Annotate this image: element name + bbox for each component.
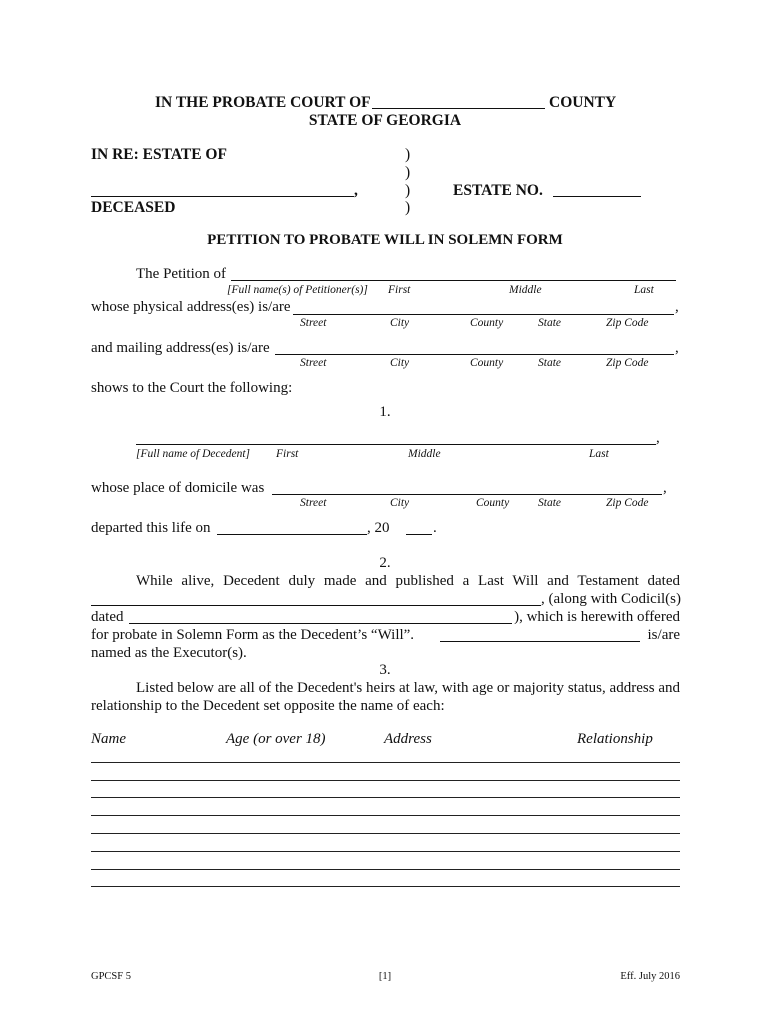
street-hint: Street: [300, 317, 327, 329]
street-hint: Street: [300, 357, 327, 369]
shows-text: shows to the Court the following:: [91, 380, 293, 396]
dated-label: dated: [91, 609, 124, 625]
caption-comma: ,: [354, 182, 358, 199]
caption-paren: ): [405, 146, 411, 163]
caption-paren: ): [405, 164, 411, 181]
heirs-text-2: relationship to the Decedent set opposite the name of each:: [91, 698, 445, 714]
domicile-blank[interactable]: [272, 494, 662, 495]
county-hint: County: [470, 357, 504, 369]
column-relationship: Relationship: [577, 731, 653, 747]
physical-address-blank[interactable]: [293, 314, 674, 315]
county-hint: County: [470, 317, 504, 329]
executor-name-blank[interactable]: [440, 641, 640, 642]
departed-label: departed this life on: [91, 520, 211, 536]
comma: ,: [656, 430, 660, 446]
petitioner-name-blank[interactable]: [231, 280, 676, 281]
heir-entry-line[interactable]: [91, 851, 680, 852]
death-year-blank[interactable]: [406, 534, 432, 535]
page-number: [1]: [378, 971, 392, 982]
death-date-blank[interactable]: [217, 534, 367, 535]
comma: ,: [675, 340, 679, 356]
decedent-middle-hint: Middle: [408, 448, 441, 460]
codicil-date-blank[interactable]: [129, 623, 512, 624]
heir-entry-line[interactable]: [91, 869, 680, 870]
probate-text: for probate in Solemn Form as the Decedent’s “Will”.: [91, 627, 415, 643]
column-address: Address: [384, 731, 432, 747]
petitioner-hint: [Full name(s) of Petitioner(s)]: [227, 284, 368, 296]
city-hint: City: [390, 497, 410, 509]
county-hint: County: [476, 497, 510, 509]
heir-entry-line[interactable]: [91, 815, 680, 816]
offered-text: ), which is herewith offered: [514, 609, 680, 625]
caption-paren: ): [405, 182, 411, 199]
heir-entry-line[interactable]: [91, 780, 680, 781]
will-dated-text: While alive, Decedent duly made and published a Last Will and Testament dated: [136, 573, 680, 589]
petition-of-label: The Petition of: [136, 266, 226, 282]
comma: ,: [663, 480, 667, 496]
petitioner-middle-hint: Middle: [509, 284, 542, 296]
zip-hint: Zip Code: [606, 357, 649, 369]
deceased-label: DECEASED: [91, 199, 176, 216]
column-age: Age (or over 18): [226, 731, 326, 747]
codicil-text: , (along with Codicil(s): [541, 591, 681, 607]
domicile-label: whose place of domicile was: [91, 480, 265, 496]
heirs-text-1: Listed below are all of the Decedent's heirs at law, with age or majority status, address and: [136, 680, 680, 696]
physical-address-label: whose physical address(es) is/are: [91, 299, 291, 315]
mailing-address-label: and mailing address(es) is/are: [91, 340, 270, 356]
estate-no-blank[interactable]: [553, 196, 641, 197]
decedent-first-hint: First: [276, 448, 299, 460]
decedent-name-hint: [Full name of Decedent]: [136, 448, 251, 460]
petitioner-first-hint: First: [388, 284, 411, 296]
heir-entry-line[interactable]: [91, 797, 680, 798]
executor-text: named as the Executor(s).: [91, 645, 247, 661]
in-re-estate-of: IN RE: ESTATE OF: [91, 146, 227, 163]
city-hint: City: [390, 357, 410, 369]
comma: ,: [675, 299, 679, 315]
section-2-number: 2.: [379, 555, 391, 571]
form-id: GPCSF 5: [91, 971, 131, 982]
court-suffix: COUNTY: [549, 94, 617, 111]
column-name: Name: [91, 731, 126, 747]
street-hint: Street: [300, 497, 327, 509]
petitioner-last-hint: Last: [634, 284, 654, 296]
state-hint: State: [538, 497, 561, 509]
isare-text: is/are: [647, 627, 680, 643]
period: .: [433, 520, 437, 536]
will-date-blank[interactable]: [91, 605, 541, 606]
court-prefix: IN THE PROBATE COURT OF: [155, 94, 371, 111]
zip-hint: Zip Code: [606, 497, 649, 509]
mailing-address-blank[interactable]: [275, 354, 674, 355]
caption-paren: ): [405, 199, 411, 216]
petition-title: PETITION TO PROBATE WILL IN SOLEMN FORM: [207, 232, 563, 248]
county-name-blank[interactable]: [372, 108, 545, 109]
city-hint: City: [390, 317, 410, 329]
state-hint: State: [538, 357, 561, 369]
decedent-last-hint: Last: [589, 448, 609, 460]
heir-entry-line[interactable]: [91, 762, 680, 763]
estate-no-label: ESTATE NO.: [453, 182, 543, 199]
heir-entry-line[interactable]: [91, 833, 680, 834]
state-heading: STATE OF GEORGIA: [308, 112, 462, 129]
decedent-full-name-blank[interactable]: [136, 444, 656, 445]
effective-date: Eff. July 2016: [620, 971, 680, 982]
state-hint: State: [538, 317, 561, 329]
heir-entry-line[interactable]: [91, 886, 680, 887]
zip-hint: Zip Code: [606, 317, 649, 329]
section-3-number: 3.: [379, 662, 391, 678]
year-prefix: , 20: [367, 520, 390, 536]
section-1-number: 1.: [379, 404, 391, 420]
decedent-name-blank[interactable]: [91, 196, 354, 197]
